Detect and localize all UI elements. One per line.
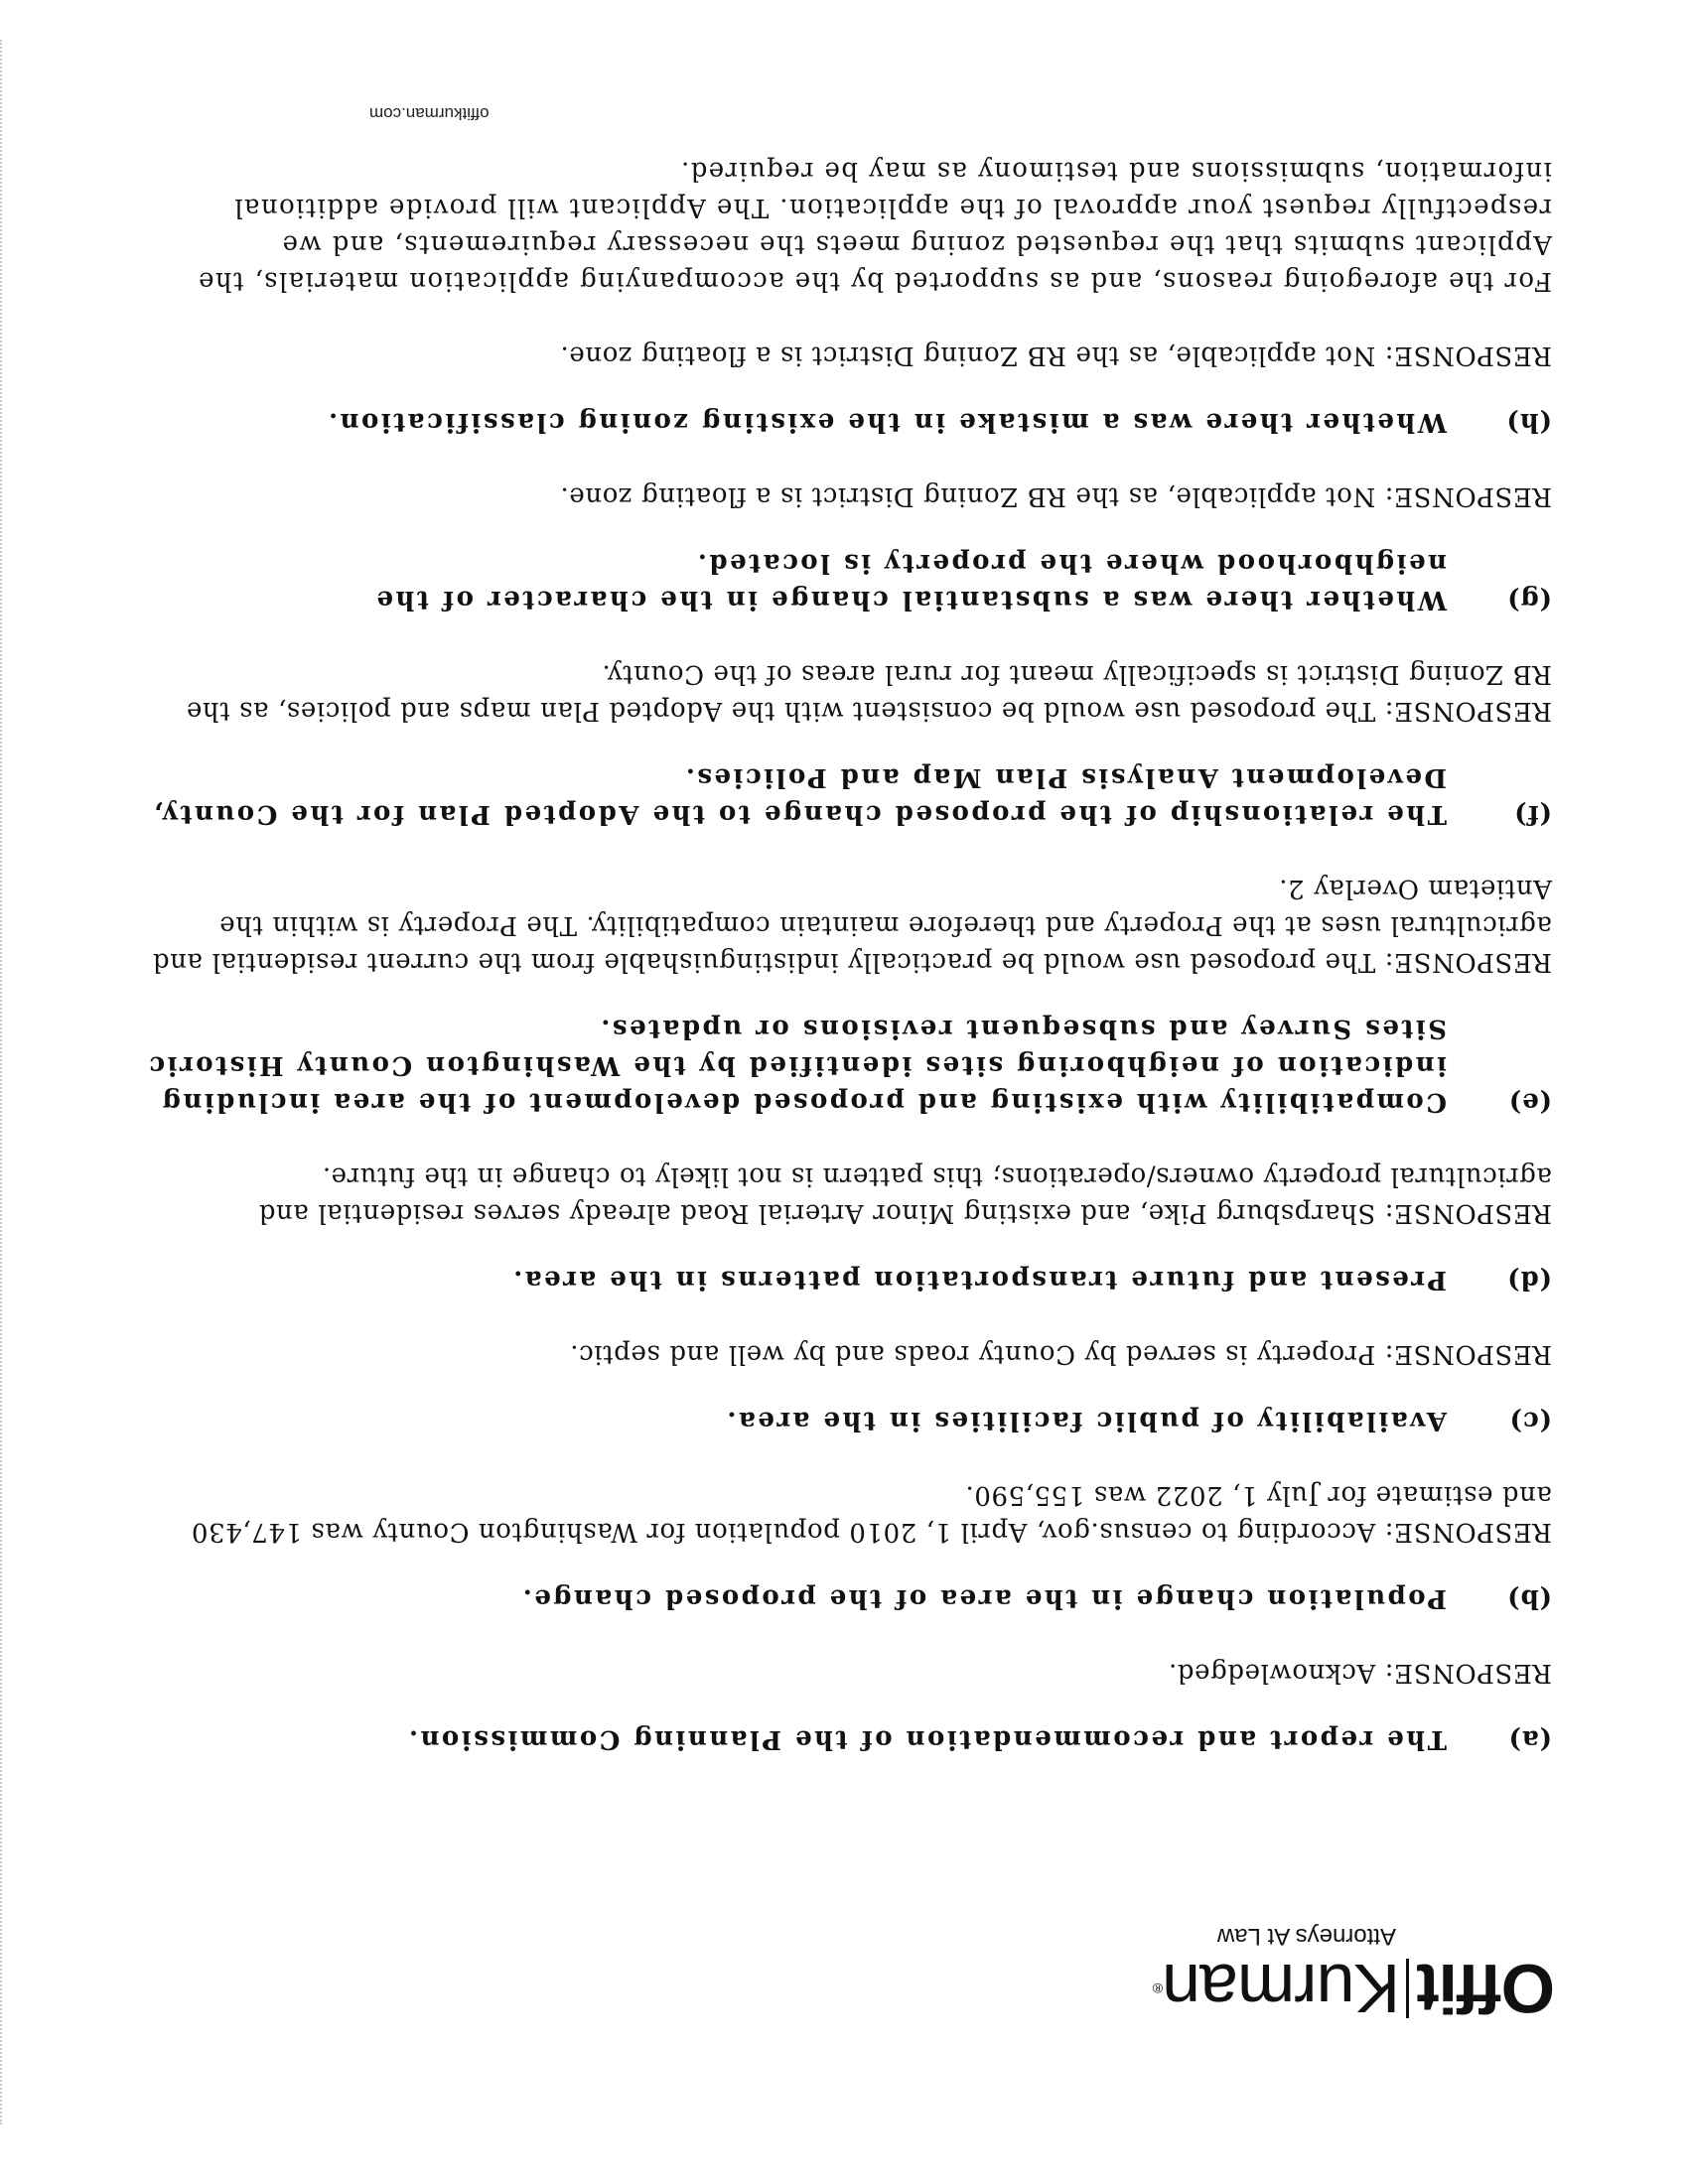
criterion-response: RESPONSE: The proposed use would be consistent with the Adopted Plan maps and policies, as the RB Zoning District is specifically meant for rural areas of the County. [186,659,1552,726]
criterion-b [142,1579,1552,1616]
criterion-heading: Present and future transportation patterns in the area. [510,1265,1447,1295]
criterion-response: RESPONSE: According to census.gov, April 1, 2010 population for Washington County was 147,430 and estimate for July 1, 2022 was 155,590. [191,1480,1552,1547]
criterion-response: RESPONSE: Property is served by County roads and by well and septic. [569,1339,1552,1369]
footer-website: offitkurman.com [369,104,490,123]
criterion-letter: (b) [1506,1583,1552,1613]
criterion-h [142,403,1552,440]
criterion-g [142,544,1552,617]
criterion-heading: The report and recommendation of the Planning Commission. [406,1724,1447,1754]
criterion-heading: Compatibility with existing and proposed development of the area including indication of neighboring sites identified by the Washington County Historic Sites Survey and subsequent revisions or updates. [146,1014,1447,1117]
criterion-response: RESPONSE: Not applicable, as the RB Zoning District is a floating zone. [559,341,1552,370]
logo-divider [1406,1959,1409,2018]
criterion-response: RESPONSE: Sharpsburg Pike, and existing Minor Arterial Road already serves residential and agricultural property owners/operations; this pattern is not likely to change in the future. [258,1161,1552,1228]
criterion-d [142,1261,1552,1297]
criterion-heading: Population change in the area of the proposed change. [520,1583,1447,1613]
criterion-letter: (f) [1513,799,1552,829]
logo-trademark: ® [1153,1980,1164,1996]
criterion-response: RESPONSE: The proposed use would be practically indistinguishable from the current residential and agricultural uses at the Property and therefore maintain compatibility. The Property is within the Antietam Overlay 2. [152,874,1552,977]
logo-tagline: Attorneys At Law [1216,1923,1396,1950]
document-body [142,152,1552,1757]
logo-name-offit: Offit [1417,1950,1555,2027]
criterion-letter: (h) [1505,407,1552,437]
criterion-letter: (c) [1508,1406,1552,1435]
criterion-letter: (g) [1506,585,1552,614]
criterion-letter: (e) [1507,1087,1552,1117]
criterion-letter: (d) [1506,1265,1552,1295]
firm-logo [1138,1904,1555,2027]
logo-wordmark [1138,1950,1555,2027]
criterion-response: RESPONSE: Not applicable, as the RB Zoning District is a floating zone. [559,481,1552,511]
closing-paragraph: For the aforegoing reasons, and as supported by the accompanying application materials, the Applicant submits that the requested zoning meets the necessary requirements, and we respectfully request your approval of the application. The Applicant will provide additional information, submissions and testimony as may be required. [197,156,1552,296]
criterion-f [142,758,1552,832]
criterion-c [142,1402,1552,1438]
criterion-letter: (a) [1507,1724,1552,1754]
scan-edge-marks [0,40,6,2124]
criterion-e [142,1010,1552,1120]
logo-name-kurman: Kurman [1163,1950,1401,2027]
criterion-heading: The relationship of the proposed change to the Adopted Plan for the County, Development Analysis Plan Map and Policies. [151,762,1447,829]
criterion-response: RESPONSE: Acknowledged. [1168,1658,1552,1688]
criterion-heading: Whether there was a mistake in the existing zoning classification. [326,407,1447,437]
criterion-heading: Whether there was a substantial change in the character of the neighborhood where the property is located. [373,548,1447,614]
criterion-a [142,1720,1552,1757]
criterion-heading: Availability of public facilities in the area. [724,1406,1447,1435]
